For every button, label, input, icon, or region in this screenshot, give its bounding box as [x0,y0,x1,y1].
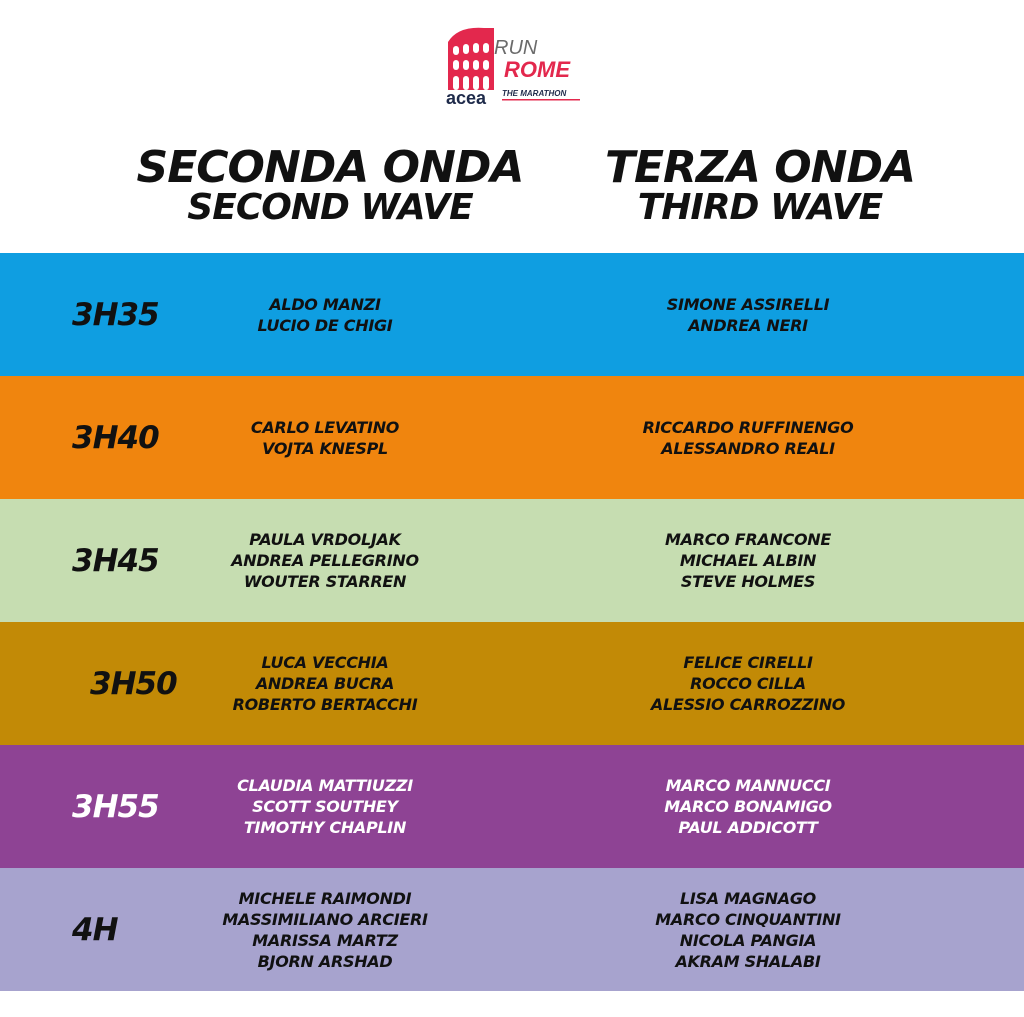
pacer-row [0,499,1024,622]
pacer-name: ANDREA PELLEGRINO [231,551,419,570]
pacer-name: RICCARDO RUFFINENGO [642,417,854,437]
pacer-row [0,622,1024,745]
third-wave-title-it: TERZA ONDA [604,142,916,193]
pacer-row [0,868,1024,991]
third-wave-pacers [588,376,908,499]
pacer-name: ROBERTO BERTACCHI [232,695,418,714]
pace-time-label: 3H35 [72,296,159,333]
second-wave-header [130,142,530,228]
pacer-row [0,253,1024,376]
pace-time-label: 3H40 [72,419,159,456]
pacer-name: MARCO MANNUCCI [665,776,831,795]
pace-time-label: 3H50 [90,665,177,702]
pacer-name: MARCO FRANCONE [664,530,832,549]
logo-run-text: RUN [494,37,538,59]
pacer-name: AKRAM SHALABI [675,951,821,971]
pacer-name: SCOTT SOUTHEY [252,797,398,816]
logo-rome-text: ROME [504,57,570,82]
pacer-name: ANDREA NERI [688,315,808,335]
second-wave-pacers [165,499,485,622]
third-wave-header [560,142,960,228]
pacer-name: PAULA VRDOLJAK [249,530,401,549]
pacer-name: ALDO MANZI [269,294,381,314]
second-wave-pacers [165,868,485,991]
pacer-name: BJORN ARSHAD [257,951,393,971]
pacer-name: ALESSANDRO REALI [661,438,835,458]
pacer-name: ANDREA BUCRA [255,674,395,693]
pacer-name: PAUL ADDICOTT [678,818,818,837]
second-wave-pacers [165,745,485,868]
pacer-name: VOJTA KNESPL [262,438,388,458]
wave-headers [0,142,1024,246]
pacer-name: FELICE CIRELLI [683,653,813,672]
pacer-name: LUCIO DE CHIGI [257,315,393,335]
pacer-name: ROCCO CILLA [690,674,806,693]
pacer-name: MARCO CINQUANTINI [655,909,841,929]
pacer-name: TIMOTHY CHAPLIN [243,818,407,837]
pacer-name: LISA MAGNAGO [680,888,816,908]
pacer-rows [0,253,1024,991]
third-wave-pacers [588,745,908,868]
third-wave-pacers [588,499,908,622]
pacer-name: CARLO LEVATINO [250,417,400,437]
second-wave-title-en: SECOND WAVE [187,187,473,228]
pacer-name: MICHAEL ALBIN [679,551,817,570]
pacer-name: STEVE HOLMES [680,572,816,591]
pacer-name: MARISSA MARTZ [252,930,398,950]
second-wave-pacers [165,253,485,376]
third-wave-title-en: THIRD WAVE [637,187,883,228]
third-wave-pacers [588,253,908,376]
pace-time-label: 3H45 [72,542,159,579]
pace-time-label: 4H [72,911,118,948]
third-wave-pacers [588,622,908,745]
pacer-row [0,376,1024,499]
pacer-name: CLAUDIA MATTIUZZI [237,776,413,795]
logo-marathon-text: THE MARATHON [502,89,567,98]
pacer-name: MASSIMILIANO ARCIERI [222,909,428,929]
pacer-name: NICOLA PANGIA [679,930,817,950]
pacer-name: LUCA VECCHIA [261,653,389,672]
third-wave-pacers [588,868,908,991]
pacer-name: MICHELE RAIMONDI [238,888,412,908]
pacer-name: SIMONE ASSIRELLI [666,294,830,314]
pacer-row [0,745,1024,868]
pacer-name: WOUTER STARREN [243,572,407,591]
pacer-name: ALESSIO CARROZZINO [650,695,846,714]
run-rome-marathon-logo [444,24,584,108]
second-wave-pacers [165,376,485,499]
pacer-name: MARCO BONAMIGO [664,797,832,816]
colosseum-logo-icon [444,24,584,108]
pace-time-label: 3H55 [72,788,159,825]
logo-acea-text: acea [446,88,487,108]
second-wave-title-it: SECONDA ONDA [136,142,524,193]
second-wave-pacers [165,622,485,745]
